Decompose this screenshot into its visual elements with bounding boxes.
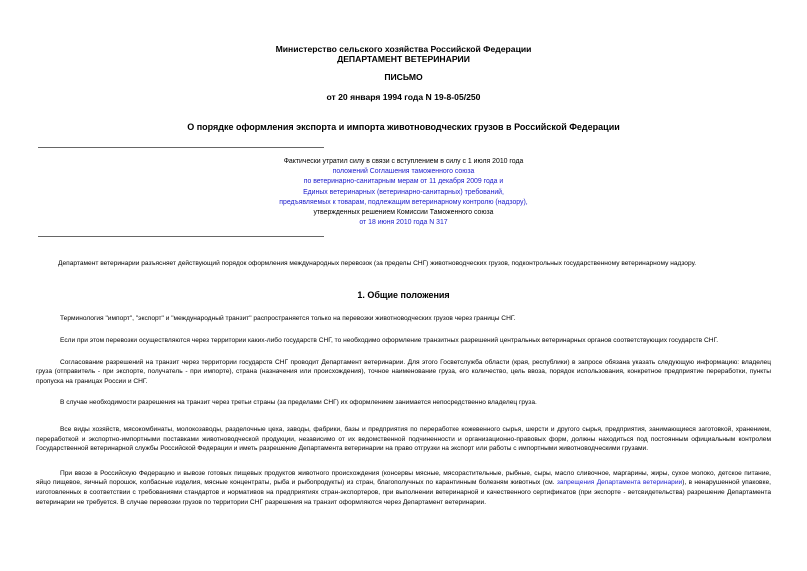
- status-note-line: Фактически утратил силу в связи с вступлением в силу с 1 июля 2010 года: [283, 158, 524, 165]
- paragraph: Согласование разрешений на транзит через территории государств СНГ проводит Департамент ветеринарии. Для этого Госветслужба области (края, республики) в запросе обязана указать следующую информацию: владелец груза (отправитель - при экспорте, получатель - при импорте), страна (назначения или происхождения), точное наименование груза, его количество, цель ввоза, порядок использования, конкретное предприятие переработки, пункты пропуска на границах России и СНГ.: [36, 358, 771, 385]
- document-title: О порядке оформления экспорта и импорта животноводческих грузов в Российской Федерации: [187, 122, 620, 132]
- paragraph: Терминология "импорт", "экспорт" и "международный транзит" распространяется только на перевозки животноводческих грузов через границы СНГ.: [60, 315, 516, 323]
- status-note-link[interactable]: положений Соглашения таможенного союза: [332, 168, 475, 176]
- paragraph: В случае необходимости разрешения на транзит через третьи страны (за пределами СНГ) их оформлением занимается непосредственно владелец груза.: [60, 399, 537, 407]
- divider-top: [38, 147, 324, 148]
- prohibitions-link[interactable]: запрещения Департамента ветеринарии: [556, 479, 683, 487]
- status-note: [36, 157, 771, 228]
- section-heading: 1. Общие положения: [357, 290, 450, 301]
- status-note-link[interactable]: предъявляемых к товарам, подлежащим ветеринарному контролю (надзору),: [279, 198, 528, 206]
- paragraph-text: ), в ненарушенной упаковке, изготовленных в соответствии с требованиями стандартов и нормативов на предприятиях стран-экспортеров, при выполнении ветеринарной и качественного сертификатов (при экспорте - ветсвидетельства) разрешение Департамента ветеринарии не требуется. В случае перевозки грузов по территории СНГ разрешения на транзит оформляются через Департамент ветеринарии.: [36, 479, 771, 506]
- document-date-number: от 20 января 1994 года N 19-8-05/250: [326, 92, 481, 102]
- divider-bottom: [38, 236, 324, 237]
- ministry-name: Министерство сельского хозяйства Российской Федерации: [275, 44, 532, 54]
- paragraph-text: При ввозе в Российскую Федерацию и вывозе готовых пищевых продуктов животного происхождения (консервы мясные, мясорастительные, рыбные, сыры, масло сливочное, маргарины, жиры, сухое молоко, детское питание, яйцо пищевое, яичный порошок, колбасные изделия, мясные концентраты, рыба и рыбопродукты) из стран, благополучных по карантинным болезням животных (см.: [36, 469, 771, 487]
- status-note-line: утвержденных решением Комиссии Таможенного союза: [313, 209, 494, 217]
- status-note-link[interactable]: Единых ветеринарных (ветеринарно-санитарных) требований,: [303, 188, 504, 196]
- paragraph: Если при этом перевозки осуществляются через территории каких-либо государств СНГ, то необходимо оформление транзитных разрешений центральных ветеринарных органов соответствующих государств СНГ.: [60, 337, 719, 345]
- document-type: ПИСЬМО: [384, 72, 423, 82]
- department-name: ДЕПАРТАМЕНТ ВЕТЕРИНАРИИ: [337, 54, 470, 64]
- status-note-link[interactable]: от 18 июня 2010 года N 317: [359, 219, 448, 227]
- intro-paragraph: Департамент ветеринарии разъясняет действующий порядок оформления международных перевозок (за пределы СНГ) животноводческих грузов, подконтрольных государственному ветеринарному надзору.: [58, 260, 697, 268]
- paragraph: Все виды хозяйств, мясокомбинаты, молокозаводы, разделочные цеха, заводы, фабрики, базы и предприятия по переработке кожевенного сырья, шерсти и другого сырья, предприятия, занимающиеся заготовкой, хранением, переработкой и экспортно-импортными поставками животноводческой продукции, независимо от их ведомственной подчиненности и организационно-правовых форм, должны находиться под постоянным официальным контролем Государственной ветеринарной службы Российской Федерации и иметь разрешение Департамента ветеринарии на право отгрузки на экспорт или работы с импортными животноводческими грузами.: [36, 425, 771, 453]
- paragraph: [36, 469, 771, 507]
- status-note-link[interactable]: по ветеринарно-санитарным мерам от 11 декабря 2009 года и: [303, 178, 504, 186]
